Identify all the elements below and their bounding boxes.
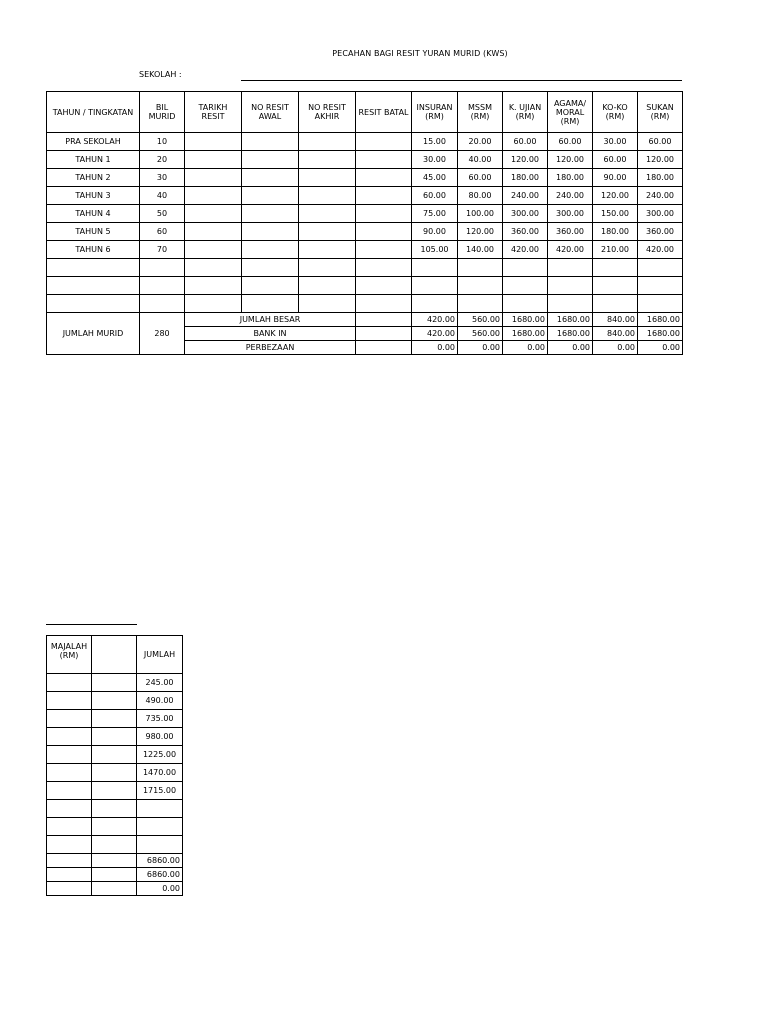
insuran-bank-in: 420.00 (412, 327, 458, 341)
jumlah-cell: 490.00 (137, 692, 183, 710)
level-cell: TAHUN 1 (47, 151, 140, 169)
agama-cell: 120.00 (548, 151, 593, 169)
level-cell: TAHUN 5 (47, 223, 140, 241)
resit-batal-cell[interactable] (356, 223, 412, 241)
insuran-cell: 30.00 (412, 151, 458, 169)
jumlah-diff: 0.00 (137, 882, 183, 896)
summary-row-bank-in (47, 868, 183, 882)
no-resit-awal-cell[interactable] (242, 151, 299, 169)
empty-cell[interactable] (299, 277, 356, 295)
blank-cell[interactable] (92, 674, 137, 692)
fee-breakdown-table (46, 91, 683, 355)
empty-cell[interactable] (356, 341, 412, 355)
table-row (47, 223, 683, 241)
no-resit-akhir-cell[interactable] (299, 169, 356, 187)
empty-cell[interactable] (140, 277, 185, 295)
resit-batal-cell[interactable] (356, 133, 412, 151)
header-ko-ko: KO-KO (RM) (593, 92, 638, 133)
empty-cell[interactable] (593, 295, 638, 313)
header-no-resit-awal: NO RESIT AWAL (242, 92, 299, 133)
ko-ko-cell: 210.00 (593, 241, 638, 259)
tarikh-resit-cell[interactable] (185, 223, 242, 241)
no-resit-awal-cell[interactable] (242, 133, 299, 151)
agama-diff: 0.00 (548, 341, 593, 355)
empty-cell[interactable] (47, 836, 92, 854)
ko-ko-total: 840.00 (593, 313, 638, 327)
empty-cell[interactable] (356, 277, 412, 295)
level-cell: TAHUN 6 (47, 241, 140, 259)
sukan-cell: 420.00 (638, 241, 683, 259)
majalah-cell[interactable] (47, 692, 92, 710)
agama-cell: 420.00 (548, 241, 593, 259)
agama-cell: 60.00 (548, 133, 593, 151)
k-ujian-cell: 300.00 (503, 205, 548, 223)
insuran-cell: 45.00 (412, 169, 458, 187)
empty-cell[interactable] (503, 295, 548, 313)
jumlah-cell: 980.00 (137, 728, 183, 746)
count-cell: 40 (140, 187, 185, 205)
count-cell: 20 (140, 151, 185, 169)
no-resit-awal-cell[interactable] (242, 187, 299, 205)
jumlah-cell: 1225.00 (137, 746, 183, 764)
insuran-diff: 0.00 (412, 341, 458, 355)
empty-cell[interactable] (47, 295, 140, 313)
insuran-cell: 15.00 (412, 133, 458, 151)
count-cell: 60 (140, 223, 185, 241)
k-ujian-cell: 180.00 (503, 169, 548, 187)
empty-row (47, 277, 683, 295)
header-tahun: TAHUN / TINGKATAN (47, 92, 140, 133)
mssm-cell: 100.00 (458, 205, 503, 223)
tarikh-resit-cell[interactable] (185, 241, 242, 259)
empty-cell[interactable] (593, 277, 638, 295)
insuran-total: 420.00 (412, 313, 458, 327)
empty-row (47, 800, 183, 818)
agama-cell: 300.00 (548, 205, 593, 223)
blank-cell[interactable] (92, 692, 137, 710)
header-resit-batal: RESIT BATAL (356, 92, 412, 133)
jumlah-cell: 735.00 (137, 710, 183, 728)
insuran-cell: 105.00 (412, 241, 458, 259)
empty-cell[interactable] (458, 295, 503, 313)
ko-ko-cell: 60.00 (593, 151, 638, 169)
empty-cell[interactable] (47, 868, 92, 882)
table-row (47, 133, 683, 151)
empty-cell[interactable] (47, 854, 92, 868)
empty-cell[interactable] (140, 295, 185, 313)
level-cell: TAHUN 2 (47, 169, 140, 187)
k-ujian-cell: 420.00 (503, 241, 548, 259)
table-row (47, 205, 683, 223)
tarikh-resit-cell[interactable] (185, 169, 242, 187)
majalah-cell[interactable] (47, 728, 92, 746)
no-resit-akhir-cell[interactable] (299, 223, 356, 241)
table-row (47, 241, 683, 259)
insuran-cell: 60.00 (412, 187, 458, 205)
header-no-resit-akhir: NO RESIT AKHIR (299, 92, 356, 133)
resit-batal-cell[interactable] (356, 151, 412, 169)
level-cell: TAHUN 3 (47, 187, 140, 205)
tarikh-resit-cell[interactable] (185, 151, 242, 169)
no-resit-awal-cell[interactable] (242, 169, 299, 187)
sukan-bank-in: 1680.00 (638, 327, 683, 341)
table-row (47, 746, 183, 764)
ko-ko-cell: 30.00 (593, 133, 638, 151)
summary-row-total (47, 854, 183, 868)
empty-cell[interactable] (137, 818, 183, 836)
empty-cell[interactable] (548, 277, 593, 295)
header-mssm: MSSM (RM) (458, 92, 503, 133)
empty-cell[interactable] (137, 836, 183, 854)
blank-cell[interactable] (92, 728, 137, 746)
header-majalah: MAJALAH (RM) (47, 636, 92, 674)
mssm-total: 560.00 (458, 313, 503, 327)
level-cell: PRA SEKOLAH (47, 133, 140, 151)
jumlah-total: 6860.00 (137, 854, 183, 868)
resit-batal-cell[interactable] (356, 241, 412, 259)
level-cell: TAHUN 4 (47, 205, 140, 223)
blank-cell[interactable] (92, 782, 137, 800)
empty-cell[interactable] (548, 259, 593, 277)
empty-cell[interactable] (356, 259, 412, 277)
table-row (47, 728, 183, 746)
no-resit-akhir-cell[interactable] (299, 151, 356, 169)
majalah-table (46, 635, 183, 896)
tarikh-resit-cell[interactable] (185, 187, 242, 205)
no-resit-awal-cell[interactable] (242, 223, 299, 241)
agama-cell: 240.00 (548, 187, 593, 205)
mssm-cell: 40.00 (458, 151, 503, 169)
no-resit-akhir-cell[interactable] (299, 133, 356, 151)
header-blank (92, 636, 137, 674)
table-row (47, 151, 683, 169)
k-ujian-diff: 0.00 (503, 341, 548, 355)
no-resit-awal-cell[interactable] (242, 241, 299, 259)
empty-cell[interactable] (412, 277, 458, 295)
insuran-cell: 90.00 (412, 223, 458, 241)
resit-batal-cell[interactable] (356, 205, 412, 223)
jumlah-cell: 245.00 (137, 674, 183, 692)
no-resit-awal-cell[interactable] (242, 205, 299, 223)
blank-cell[interactable] (92, 710, 137, 728)
table-row (47, 764, 183, 782)
blank-cell[interactable] (92, 764, 137, 782)
empty-cell[interactable] (47, 818, 92, 836)
tarikh-resit-cell[interactable] (185, 133, 242, 151)
empty-row (47, 295, 683, 313)
ko-ko-bank-in: 840.00 (593, 327, 638, 341)
no-resit-akhir-cell[interactable] (299, 187, 356, 205)
k-ujian-cell: 240.00 (503, 187, 548, 205)
empty-cell[interactable] (593, 259, 638, 277)
mssm-diff: 0.00 (458, 341, 503, 355)
empty-cell[interactable] (356, 295, 412, 313)
empty-cell[interactable] (242, 277, 299, 295)
majalah-cell[interactable] (47, 782, 92, 800)
empty-cell[interactable] (299, 295, 356, 313)
summary-label: BANK IN (185, 327, 356, 341)
header-jumlah: JUMLAH (137, 636, 183, 674)
sukan-cell: 120.00 (638, 151, 683, 169)
sukan-cell: 300.00 (638, 205, 683, 223)
sukan-cell: 60.00 (638, 133, 683, 151)
school-label: SEKOLAH : (139, 70, 182, 79)
page-title: PECAHAN BAGI RESIT YURAN MURID (KWS) (332, 49, 508, 58)
agama-bank-in: 1680.00 (548, 327, 593, 341)
summary-label: JUMLAH BESAR (185, 313, 356, 327)
count-cell: 70 (140, 241, 185, 259)
agama-cell: 180.00 (548, 169, 593, 187)
sukan-cell: 180.00 (638, 169, 683, 187)
empty-cell[interactable] (412, 259, 458, 277)
empty-cell[interactable] (185, 259, 242, 277)
empty-cell[interactable] (92, 800, 137, 818)
agama-total: 1680.00 (548, 313, 593, 327)
mssm-cell: 120.00 (458, 223, 503, 241)
empty-cell[interactable] (47, 259, 140, 277)
empty-cell[interactable] (548, 295, 593, 313)
empty-cell[interactable] (185, 295, 242, 313)
empty-cell[interactable] (92, 868, 137, 882)
empty-cell[interactable] (638, 277, 683, 295)
empty-cell[interactable] (47, 800, 92, 818)
sub-table-top-line (46, 624, 137, 625)
empty-cell[interactable] (458, 259, 503, 277)
empty-row (47, 259, 683, 277)
empty-cell[interactable] (356, 327, 412, 341)
jumlah-cell: 1470.00 (137, 764, 183, 782)
empty-cell[interactable] (638, 259, 683, 277)
table-row (47, 674, 183, 692)
total-murid-label: JUMLAH MURID (47, 313, 140, 355)
empty-cell[interactable] (299, 259, 356, 277)
header-sukan: SUKAN (RM) (638, 92, 683, 133)
no-resit-akhir-cell[interactable] (299, 205, 356, 223)
mssm-cell: 140.00 (458, 241, 503, 259)
empty-cell[interactable] (503, 259, 548, 277)
ko-ko-diff: 0.00 (593, 341, 638, 355)
insuran-cell: 75.00 (412, 205, 458, 223)
sukan-diff: 0.00 (638, 341, 683, 355)
k-ujian-cell: 360.00 (503, 223, 548, 241)
majalah-cell[interactable] (47, 764, 92, 782)
majalah-cell[interactable] (47, 746, 92, 764)
count-cell: 50 (140, 205, 185, 223)
empty-cell[interactable] (47, 882, 92, 896)
majalah-cell[interactable] (47, 710, 92, 728)
header-agama-moral: AGAMA/ MORAL (RM) (548, 92, 593, 133)
tarikh-resit-cell[interactable] (185, 205, 242, 223)
resit-batal-cell[interactable] (356, 187, 412, 205)
k-ujian-bank-in: 1680.00 (503, 327, 548, 341)
empty-cell[interactable] (92, 818, 137, 836)
summary-label: PERBEZAAN (185, 341, 356, 355)
header-insuran: INSURAN (RM) (412, 92, 458, 133)
empty-cell[interactable] (92, 836, 137, 854)
sukan-total: 1680.00 (638, 313, 683, 327)
empty-cell[interactable] (92, 882, 137, 896)
mssm-cell: 80.00 (458, 187, 503, 205)
table-row (47, 692, 183, 710)
empty-cell[interactable] (140, 259, 185, 277)
empty-cell[interactable] (356, 313, 412, 327)
count-cell: 30 (140, 169, 185, 187)
resit-batal-cell[interactable] (356, 169, 412, 187)
header-bil-murid: BIL MURID (140, 92, 185, 133)
empty-row (47, 818, 183, 836)
table-row (47, 710, 183, 728)
mssm-bank-in: 560.00 (458, 327, 503, 341)
jumlah-bank-in: 6860.00 (137, 868, 183, 882)
sukan-cell: 360.00 (638, 223, 683, 241)
count-cell: 10 (140, 133, 185, 151)
total-murid-value: 280 (140, 313, 185, 355)
summary-row-diff (47, 882, 183, 896)
summary-row-jumlah-besar (47, 313, 683, 327)
ko-ko-cell: 90.00 (593, 169, 638, 187)
mssm-cell: 20.00 (458, 133, 503, 151)
empty-cell[interactable] (242, 295, 299, 313)
empty-cell[interactable] (503, 277, 548, 295)
k-ujian-cell: 120.00 (503, 151, 548, 169)
agama-cell: 360.00 (548, 223, 593, 241)
majalah-cell[interactable] (47, 674, 92, 692)
jumlah-cell: 1715.00 (137, 782, 183, 800)
table-row (47, 782, 183, 800)
header-k-ujian: K. UJIAN (RM) (503, 92, 548, 133)
sukan-cell: 240.00 (638, 187, 683, 205)
no-resit-akhir-cell[interactable] (299, 241, 356, 259)
empty-cell[interactable] (412, 295, 458, 313)
empty-cell[interactable] (92, 854, 137, 868)
header-tarikh-resit: TARIKH RESIT (185, 92, 242, 133)
empty-row (47, 836, 183, 854)
table-row (47, 169, 683, 187)
k-ujian-cell: 60.00 (503, 133, 548, 151)
mssm-cell: 60.00 (458, 169, 503, 187)
blank-cell[interactable] (92, 746, 137, 764)
empty-cell[interactable] (638, 295, 683, 313)
table-row (47, 187, 683, 205)
empty-cell[interactable] (458, 277, 503, 295)
empty-cell[interactable] (137, 800, 183, 818)
ko-ko-cell: 120.00 (593, 187, 638, 205)
empty-cell[interactable] (242, 259, 299, 277)
empty-cell[interactable] (185, 277, 242, 295)
empty-cell[interactable] (47, 277, 140, 295)
school-input-line (241, 80, 682, 81)
k-ujian-total: 1680.00 (503, 313, 548, 327)
ko-ko-cell: 180.00 (593, 223, 638, 241)
ko-ko-cell: 150.00 (593, 205, 638, 223)
